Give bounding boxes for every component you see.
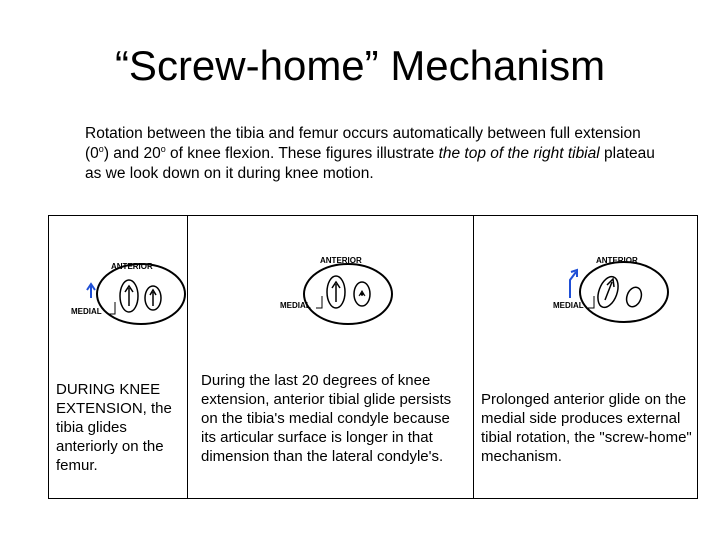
intro-text-2: ) and 20 — [103, 145, 161, 162]
tibial-plateau-figure-2 — [188, 216, 473, 356]
tibial-plateau-figure-1 — [49, 216, 187, 356]
intro-text-1: Rotation between the tibia and femur occurs automatically between full extension (0 — [85, 125, 641, 162]
anterior-label-2: ANTERIOR — [320, 256, 362, 265]
medial-label-3: MEDIAL — [553, 301, 584, 310]
figure-grid — [48, 215, 698, 499]
anterior-label-3: ANTERIOR — [596, 256, 638, 265]
rotation-arrow-icon — [570, 270, 577, 298]
medial-label-2: MEDIAL — [280, 301, 311, 310]
medial-label-1: MEDIAL — [71, 307, 102, 316]
intro-italic: the top of the right tibial — [438, 145, 600, 162]
caption-extension: DURING KNEE EXTENSION, the tibia glides anteriorly on the femur. — [56, 381, 172, 474]
intro-text-4: plateau as we look down on it during knee motion. — [85, 145, 655, 182]
intro-paragraph — [85, 124, 655, 184]
degree-sign-2: o — [160, 143, 166, 154]
glide-arrow-icon — [87, 284, 95, 298]
tibial-plateau-figure-3 — [474, 216, 698, 356]
caption-screw-home: Prolonged anterior glide on the medial side produces external tibial rotation, the "screw-home" mechanism. — [481, 391, 692, 465]
degree-sign-1: o — [98, 143, 104, 154]
page-title: “Screw-home” Mechanism — [114, 42, 606, 89]
intro-text-3: of knee flexion. These figures illustrate — [165, 145, 439, 162]
caption-medial-glide: During the last 20 degrees of knee extension, anterior tibial glide persists on the tibia's medial condyle because its articular surface is longer in that dimension than the lateral condyle's. — [201, 372, 452, 465]
anterior-label-1: ANTERIOR — [111, 262, 153, 271]
